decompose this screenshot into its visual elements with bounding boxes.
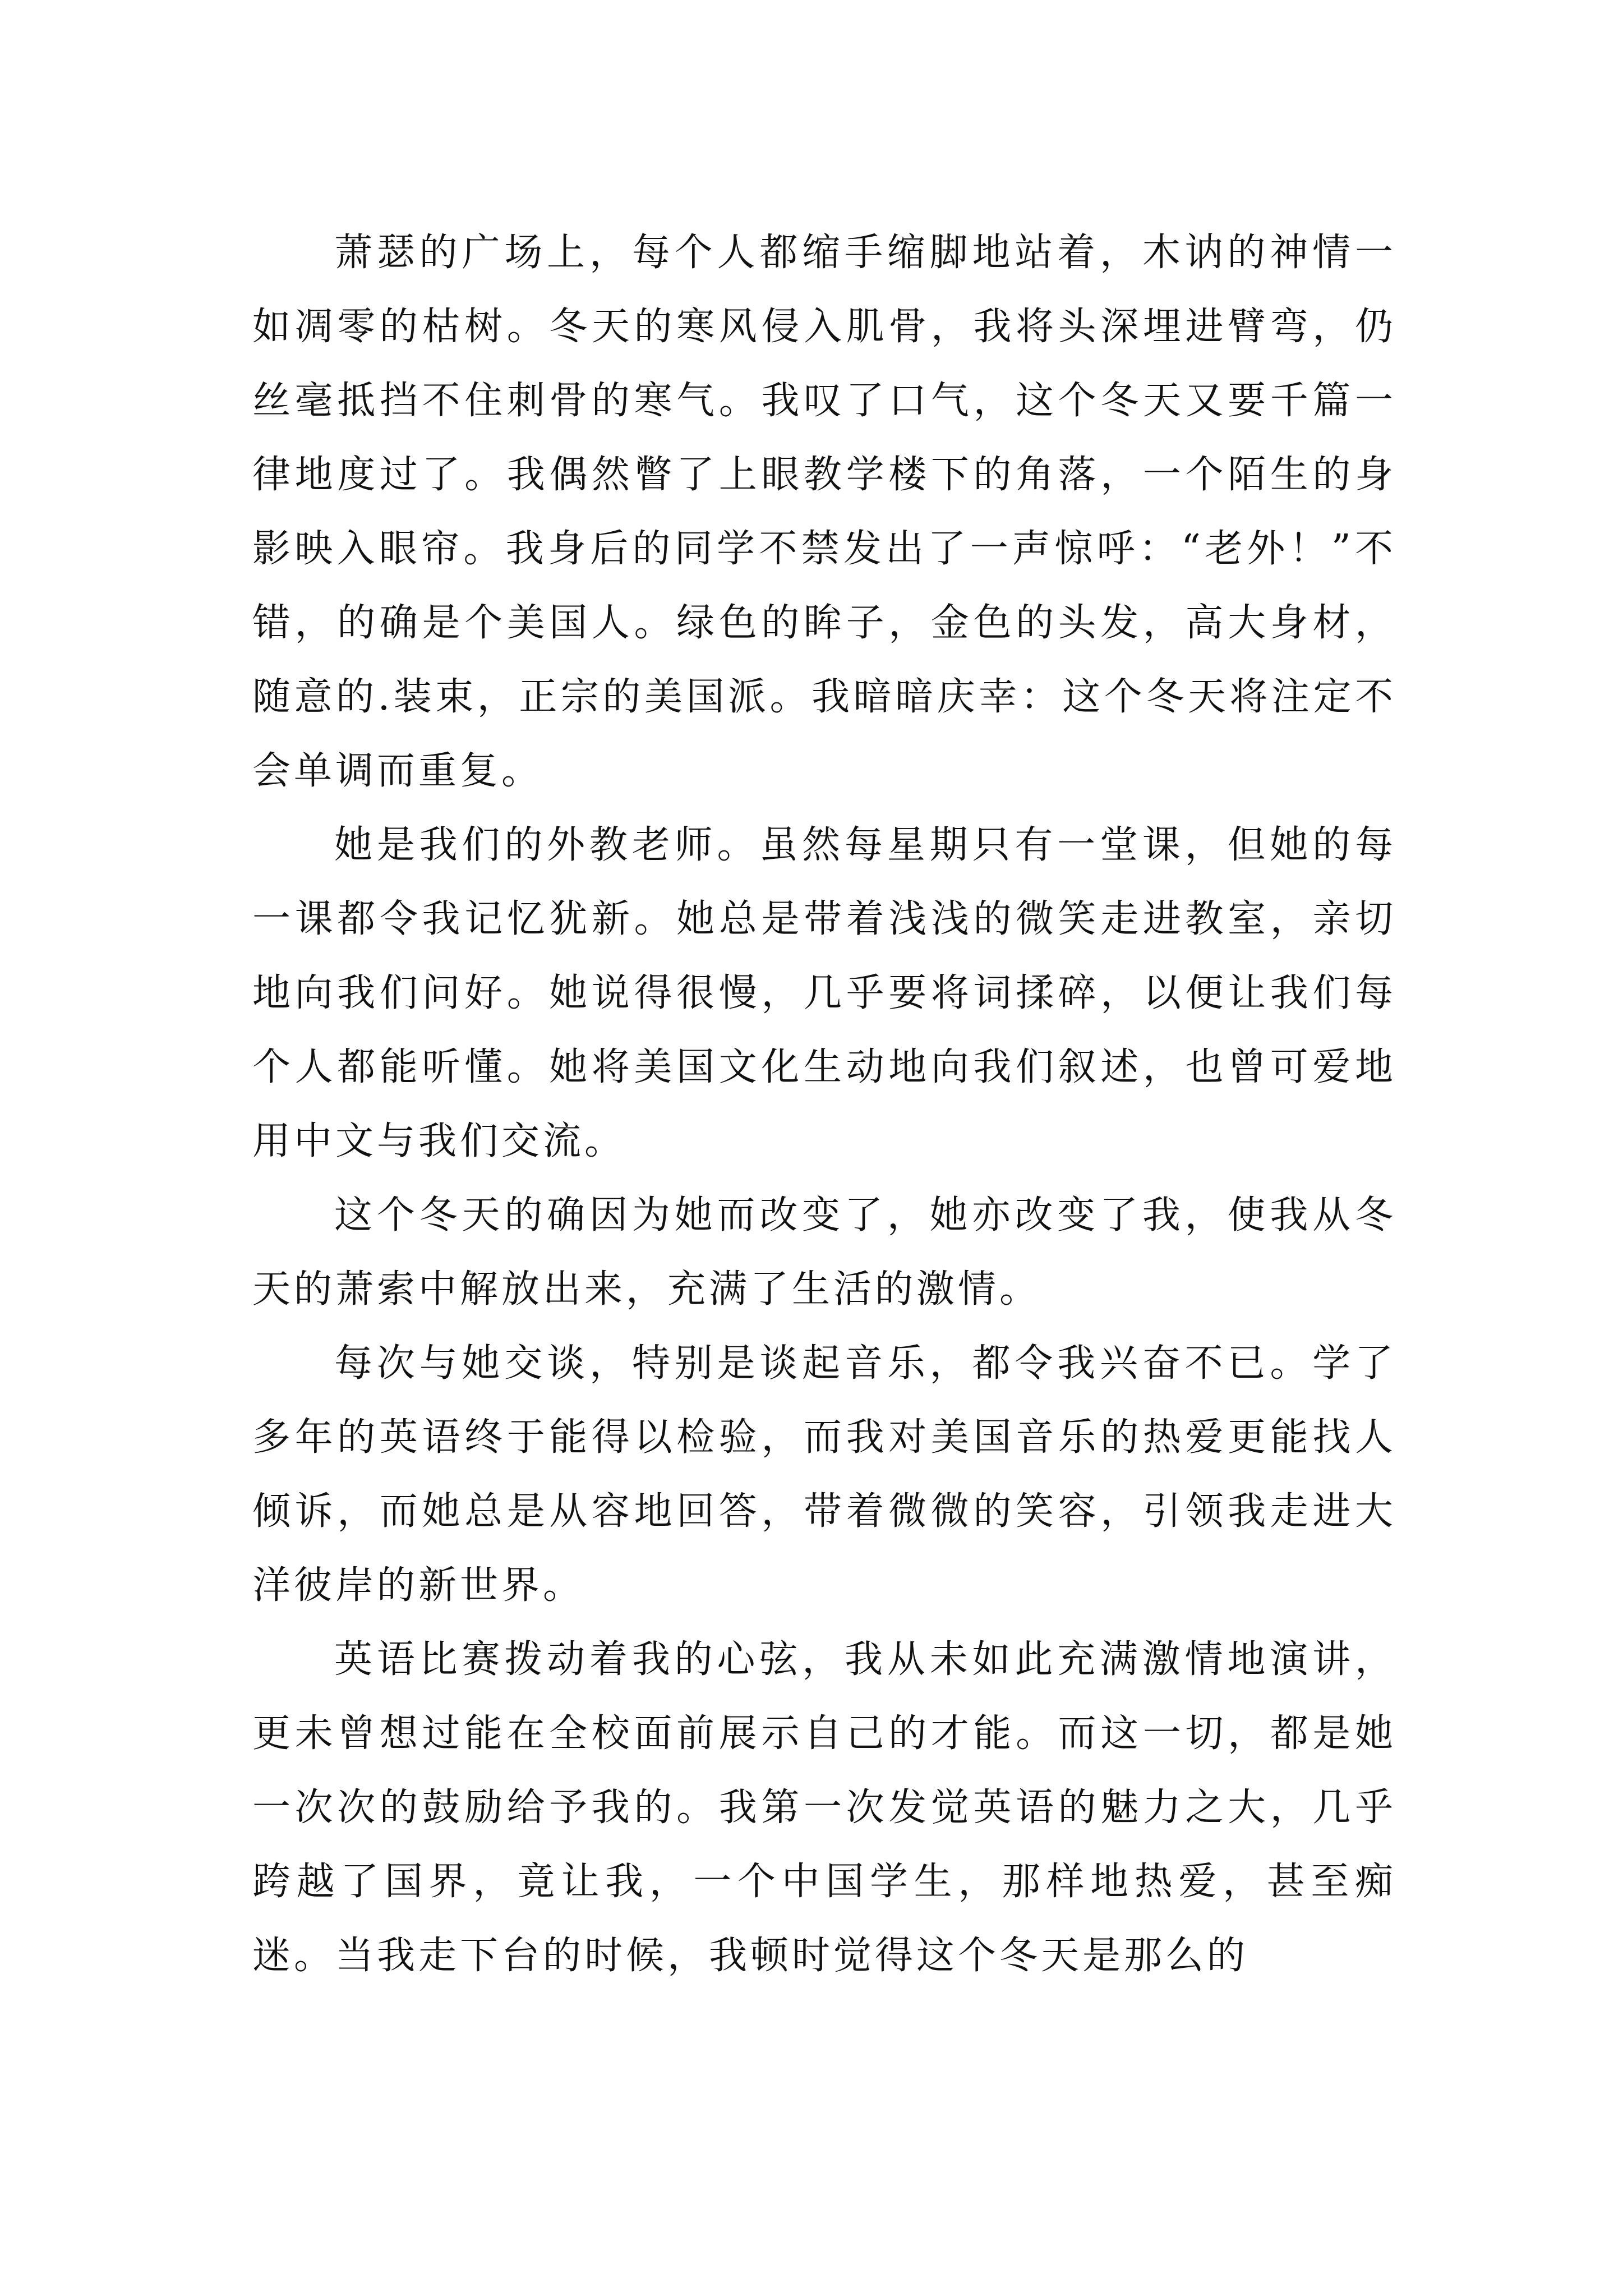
document-body — [252, 216, 1396, 1993]
paragraph-5: 英语比赛拨动着我的心弦，我从未如此充满激情地演讲，更未曾想过能在全校面前展示自己的才能。而这一切，都是她一次次的鼓励给予我的。我第一次发觉英语的魅力之大，几乎跨越了国界，竟让我，一个中国学生，那样地热爱，甚至痴迷。当我走下台的时候，我顿时觉得这个冬天是那么的 — [252, 1637, 1396, 1978]
paragraph-4: 每次与她交谈，特别是谈起音乐，都令我兴奋不已。学了多年的英语终于能得以检验，而我对美国音乐的热爱更能找人倾诉，而她总是从容地回答，带着微微的笑容，引领我走进大洋彼岸的新世界。 — [252, 1341, 1396, 1608]
paragraph-1: 萧瑟的广场上，每个人都缩手缩脚地站着，木讷的神情一如凋零的枯树。冬天的寒风侵入肌骨，我将头深埋进臂弯，仍丝毫抵挡不住刺骨的寒气。我叹了口气，这个冬天又要千篇一律地度过了。我偶然瞥了上眼教学楼下的角落，一个陌生的身影映入眼帘。我身后的同学不禁发出了一声惊呼：“老外！”不错，的确是个美国人。绿色的眸子，金色的头发，高大身材，随意的.装束，正宗的美国派。我暗暗庆幸：这个冬天将注定不会单调而重复。 — [252, 231, 1396, 793]
paragraph-3: 这个冬天的确因为她而改变了，她亦改变了我，使我从冬天的萧索中解放出来，充满了生活的激情。 — [252, 1193, 1396, 1312]
paragraph-2: 她是我们的外教老师。虽然每星期只有一堂课，但她的每一课都令我记忆犹新。她总是带着浅浅的微笑走进教室，亲切地向我们问好。她说得很慢，几乎要将词揉碎，以便让我们每个人都能听懂。她将美国文化生动地向我们叙述，也曾可爱地用中文与我们交流。 — [252, 823, 1396, 1163]
